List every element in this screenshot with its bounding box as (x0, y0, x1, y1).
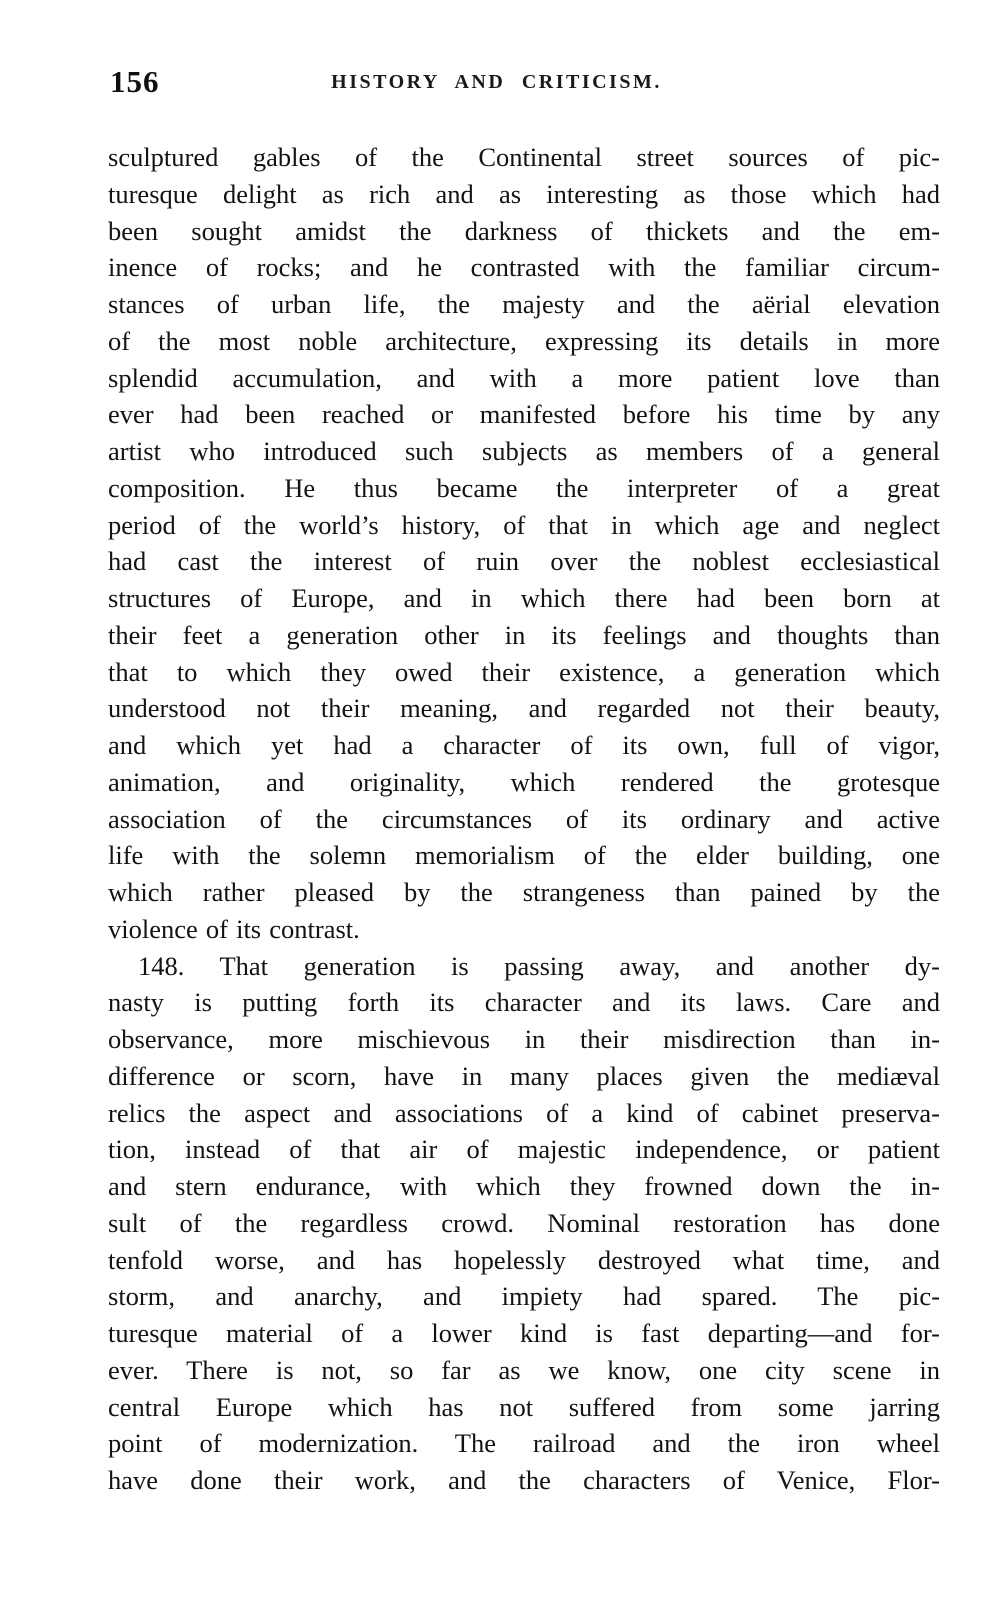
text-line: of the most noble architecture, expressing its details in more (108, 325, 940, 356)
text-line: and stern endurance, with which they frowned down the in- (108, 1171, 940, 1201)
paragraph (108, 139, 940, 948)
text-line: sult of the regardless crowd. Nominal restoration has done (108, 1207, 940, 1238)
text-line: ever had been reached or manifested before his time by any (108, 399, 940, 430)
text-line: life with the solemn memorialism of the elder building, one (108, 840, 940, 871)
text-line: composition. He thus became the interpreter of a great (108, 472, 940, 503)
text-line: structures of Europe, and in which there had been born at (108, 583, 940, 613)
text-line: central Europe which has not suffered from some jarring (108, 1391, 940, 1422)
text-line: been sought amidst the darkness of thickets and the em- (108, 215, 940, 246)
text-line: animation, and originality, which rendered the grotesque (108, 766, 940, 797)
text-line: inence of rocks; and he contrasted with the familiar circum- (108, 252, 940, 283)
text-line: stances of urban life, the majesty and the aërial elevation (108, 289, 940, 319)
paragraph (108, 948, 940, 1499)
text-line: turesque delight as rich and as interesting as those which had (108, 178, 940, 209)
text-line: 148. That generation is passing away, and another dy- (138, 950, 940, 981)
text-line: and which yet had a character of its own, full of vigor, (108, 730, 940, 760)
text-line: splendid accumulation, and with a more patient love than (108, 362, 940, 393)
text-line: sculptured gables of the Continental street sources of pic- (108, 142, 940, 172)
text-line: relics the aspect and associations of a kind of cabinet preserva- (108, 1097, 940, 1128)
text-line: observance, more mischievous in their misdirection than in- (108, 1024, 940, 1054)
text-line: their feet a generation other in its feelings and thoughts than (108, 619, 940, 650)
text-line: had cast the interest of ruin over the noblest ecclesiastical (108, 546, 940, 577)
text-line: period of the world’s history, of that in which age and neglect (108, 509, 940, 540)
text-line: violence of its contrast. (108, 913, 360, 944)
running-head (108, 64, 940, 104)
text-line: point of modernization. The railroad and the iron wheel (108, 1428, 940, 1459)
text-line: ever. There is not, so far as we know, one city scene in (108, 1354, 940, 1385)
text-line: turesque material of a lower kind is fast departing—and for- (108, 1318, 940, 1348)
text-line: tenfold worse, and has hopelessly destroyed what time, and (108, 1244, 940, 1275)
running-header-title: HISTORY AND CRITICISM. (331, 71, 662, 93)
text-line: that to which they owed their existence, a generation which (108, 656, 940, 687)
text-line: storm, and anarchy, and impiety had spared. The pic- (108, 1281, 940, 1312)
page-number: 156 (110, 64, 160, 99)
text-line: association of the circumstances of its ordinary and active (108, 803, 940, 834)
text-line: difference or scorn, have in many places given the mediæval (108, 1060, 940, 1091)
text-line: understood not their meaning, and regarded not their beauty, (108, 693, 940, 724)
text-line: have done their work, and the characters of Venice, Flor- (108, 1465, 940, 1495)
text-line: nasty is putting forth its character and its laws. Care and (108, 987, 940, 1018)
body-text (108, 139, 940, 1499)
text-line: which rather pleased by the strangeness than pained by the (108, 877, 940, 907)
text-line: artist who introduced such subjects as members of a general (108, 436, 940, 466)
text-line: tion, instead of that air of majestic independence, or patient (108, 1134, 940, 1165)
